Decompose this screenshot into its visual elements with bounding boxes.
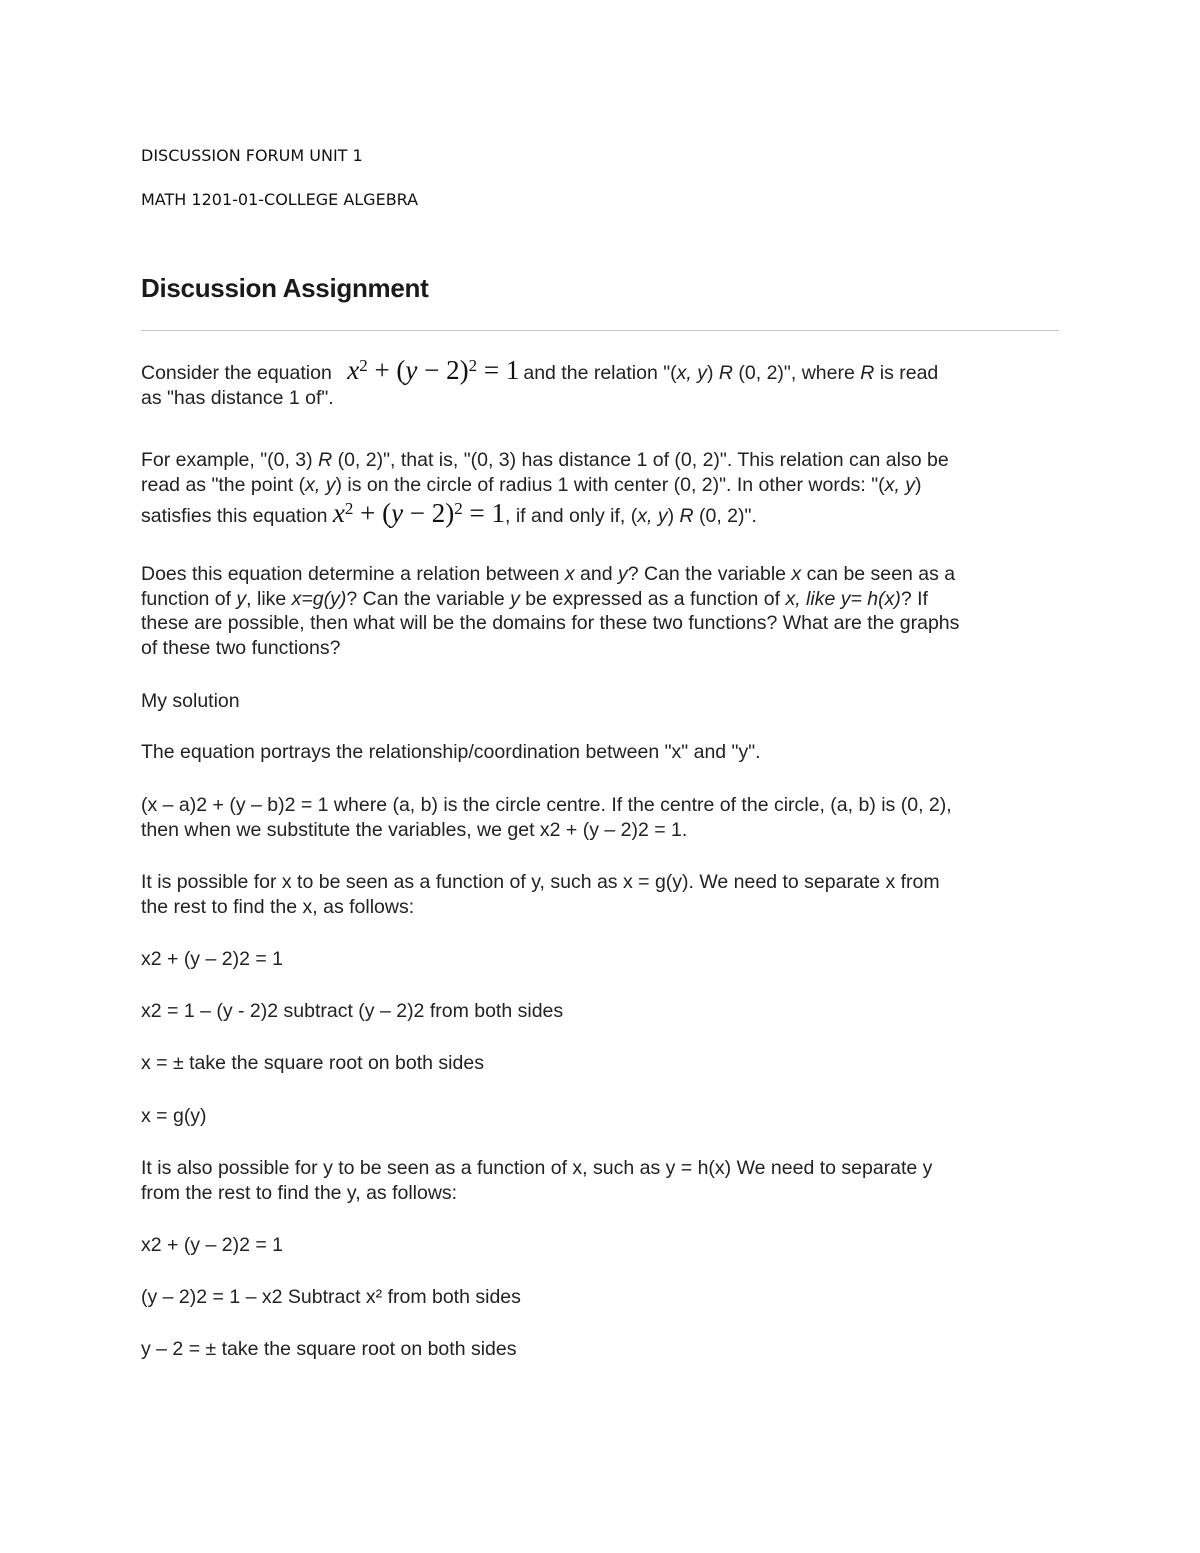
text-run: Does this equation determine a relation between	[141, 563, 565, 585]
solution-step: x2 = 1 – (y - 2)2 subtract (y – 2)2 from both sides	[141, 1000, 564, 1022]
text-run: , like	[246, 587, 292, 610]
math-var: x	[332, 498, 345, 528]
text-run: satisfies this equation	[141, 505, 333, 527]
text-line: from the rest to find the y, as follows:	[141, 1181, 458, 1204]
text-run: )	[915, 473, 922, 496]
text-run: x=g(y)	[291, 587, 347, 610]
math-op: − 2)	[403, 498, 455, 528]
text-run: y	[510, 587, 520, 610]
math-op: = 1	[477, 355, 520, 385]
text-line: the rest to find the x, as follows:	[141, 895, 415, 918]
text-run: y	[617, 563, 628, 585]
solution-paragraph: The equation portrays the relationship/coordination between "x" and "y".	[141, 741, 761, 763]
text-run: R	[318, 449, 333, 471]
text-run: R	[679, 505, 694, 527]
text-run: is read	[874, 362, 939, 384]
text-run: x, like y= h(x)	[785, 587, 901, 610]
equation-formula	[347, 355, 519, 385]
math-exponent: 2	[359, 356, 368, 375]
text-run: ? Can the variable	[627, 563, 792, 585]
math-op: = 1	[462, 498, 505, 528]
text-run: can be seen as a	[801, 563, 956, 585]
text-run: x	[564, 563, 575, 585]
intro-paragraph-2	[141, 448, 1059, 529]
page-title: Discussion Assignment	[141, 273, 429, 303]
solution-step: y – 2 = ± take the square root on both sides	[141, 1338, 517, 1360]
solution-paragraph	[141, 793, 1059, 842]
text-run: x, y	[305, 473, 336, 496]
math-var: x	[347, 355, 360, 385]
math-var: y	[391, 498, 404, 528]
text-run: )	[706, 362, 719, 384]
text-run: , if and only if, (	[505, 505, 638, 527]
text-run: x	[791, 563, 802, 585]
text-run: (0, 2)".	[693, 505, 757, 527]
text-line: as "has distance 1 of".	[141, 386, 334, 409]
text-run: ? Can the variable	[346, 587, 511, 610]
text-run: R	[860, 362, 875, 384]
text-line: It is possible for x to be seen as a function of y, such as x = g(y). We need to separate x from	[141, 871, 940, 893]
text-line	[141, 355, 1059, 386]
text-run: and the relation "(	[523, 362, 677, 384]
math-op: + (	[367, 355, 406, 385]
text-line: these are possible, then what will be the domains for these two functions? What are the graphs	[141, 612, 960, 634]
intro-paragraph-1	[141, 355, 1059, 410]
text-line: then when we substitute the variables, we get x2 + (y – 2)2 = 1.	[141, 818, 688, 841]
math-exponent: 2	[344, 499, 354, 518]
text-line	[141, 448, 1059, 473]
text-run: (0, 2)", that is, "(0, 3) has distance 1 of (0, 2)". This relation can also be	[332, 449, 949, 471]
math-var: y	[405, 355, 418, 385]
solution-step: x2 + (y – 2)2 = 1	[141, 948, 283, 970]
solution-step: x = g(y)	[141, 1105, 207, 1127]
text-line	[141, 498, 1059, 529]
text-run: ? If	[900, 587, 928, 610]
solution-paragraph	[141, 1156, 1059, 1205]
solution-heading: My solution	[141, 690, 240, 712]
title-divider	[141, 330, 1059, 331]
text-run: For example, "(0, 3)	[141, 449, 319, 471]
text-run: )	[667, 505, 680, 527]
math-exponent: 2	[468, 356, 478, 375]
text-run: be expressed as a function of	[519, 587, 786, 610]
solution-paragraph	[141, 870, 1059, 919]
text-run: x, y	[637, 505, 668, 527]
math-op: − 2)	[417, 355, 469, 385]
solution-step: (y – 2)2 = 1 – x2 Subtract x² from both sides	[141, 1286, 521, 1308]
solution-step: x = ± take the square root on both sides	[141, 1052, 484, 1074]
math-op: + (	[353, 498, 392, 528]
text-run: ) is on the circle of radius 1 with center (0, 2)". In other words: "(	[335, 473, 885, 496]
text-run: x, y	[676, 362, 707, 384]
text-run: x, y	[884, 473, 916, 496]
intro-paragraph-3	[141, 562, 1059, 660]
text-run: Consider the equation	[141, 362, 338, 384]
text-run: and	[574, 563, 618, 585]
text-run: read as "the point (	[141, 473, 306, 496]
equation-formula	[333, 498, 505, 528]
solution-step: x2 + (y – 2)2 = 1	[141, 1234, 283, 1256]
text-line	[141, 562, 1059, 587]
text-run: function of	[141, 587, 237, 610]
text-line: of these two functions?	[141, 636, 341, 659]
text-line	[141, 473, 1059, 498]
text-line	[141, 587, 1059, 612]
text-run: (0, 2)", where	[733, 362, 861, 384]
course-name-label: MATH 1201-01-COLLEGE ALGEBRA	[141, 190, 419, 209]
text-line: (x – a)2 + (y – b)2 = 1 where (a, b) is the circle centre. If the centre of the circle, (a, b) is (0, 2),	[141, 794, 952, 816]
text-run: y	[236, 587, 247, 610]
math-exponent: 2	[454, 499, 463, 518]
text-line: It is also possible for y to be seen as a function of x, such as y = h(x) We need to separate y	[141, 1157, 933, 1179]
text-run: R	[718, 362, 733, 384]
course-unit-label: DISCUSSION FORUM UNIT 1	[141, 146, 363, 165]
